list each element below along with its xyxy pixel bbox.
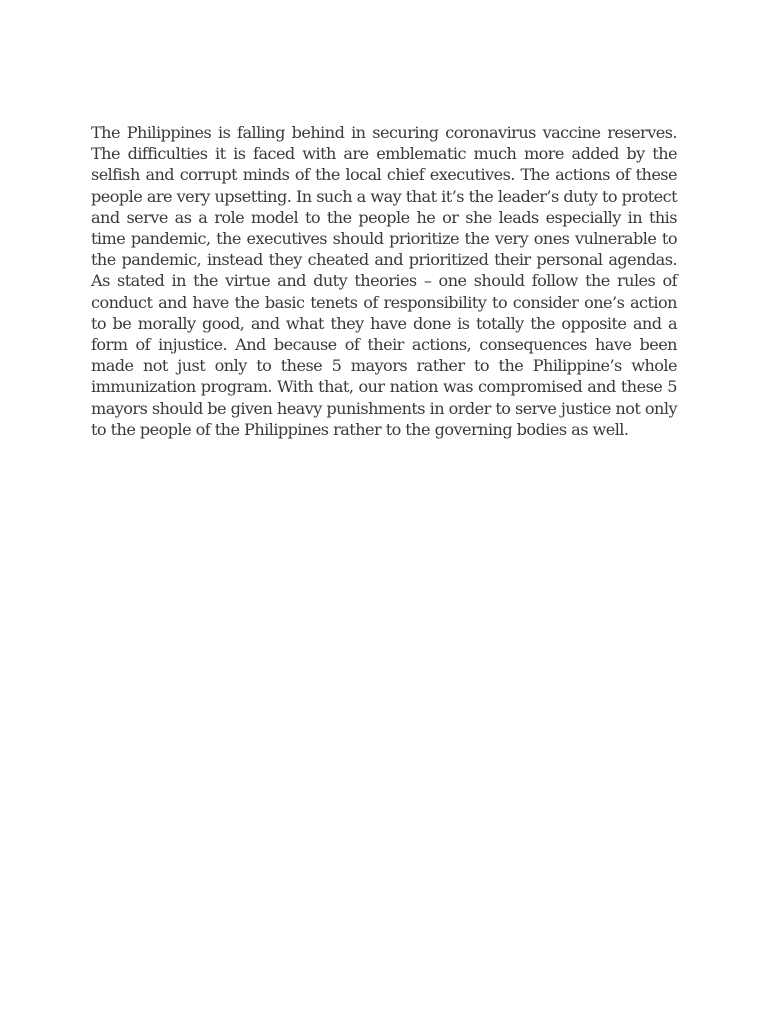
body-paragraph: The Philippines is falling behind in securing coronavirus vaccine reserves. The difficulties it is faced with are emblematic much more added by the selfish and corrupt minds of the local chief executives. The actions of these people are very upsetting. In such a way that it’s the leader’s duty to protect and serve as a role model to the people he or she leads especially in this time pandemic, the executives should prioritize the very ones vulnerable to the pandemic, instead they cheated and prioritized their personal agendas. As stated in the virtue and duty theories – one should follow the rules of conduct and have the basic tenets of responsibility to consider one’s action to be morally good, and what they have done is totally the opposite and a form of injustice. And because of their actions, consequences have been made not just only to these 5 mayors rather to the Philippine’s whole immunization program. With that, our nation was compromised and these 5 mayors should be given heavy punishments in order to serve justice not only to the people of the Philippines rather to the governing bodies as well.	[91, 123, 677, 439]
